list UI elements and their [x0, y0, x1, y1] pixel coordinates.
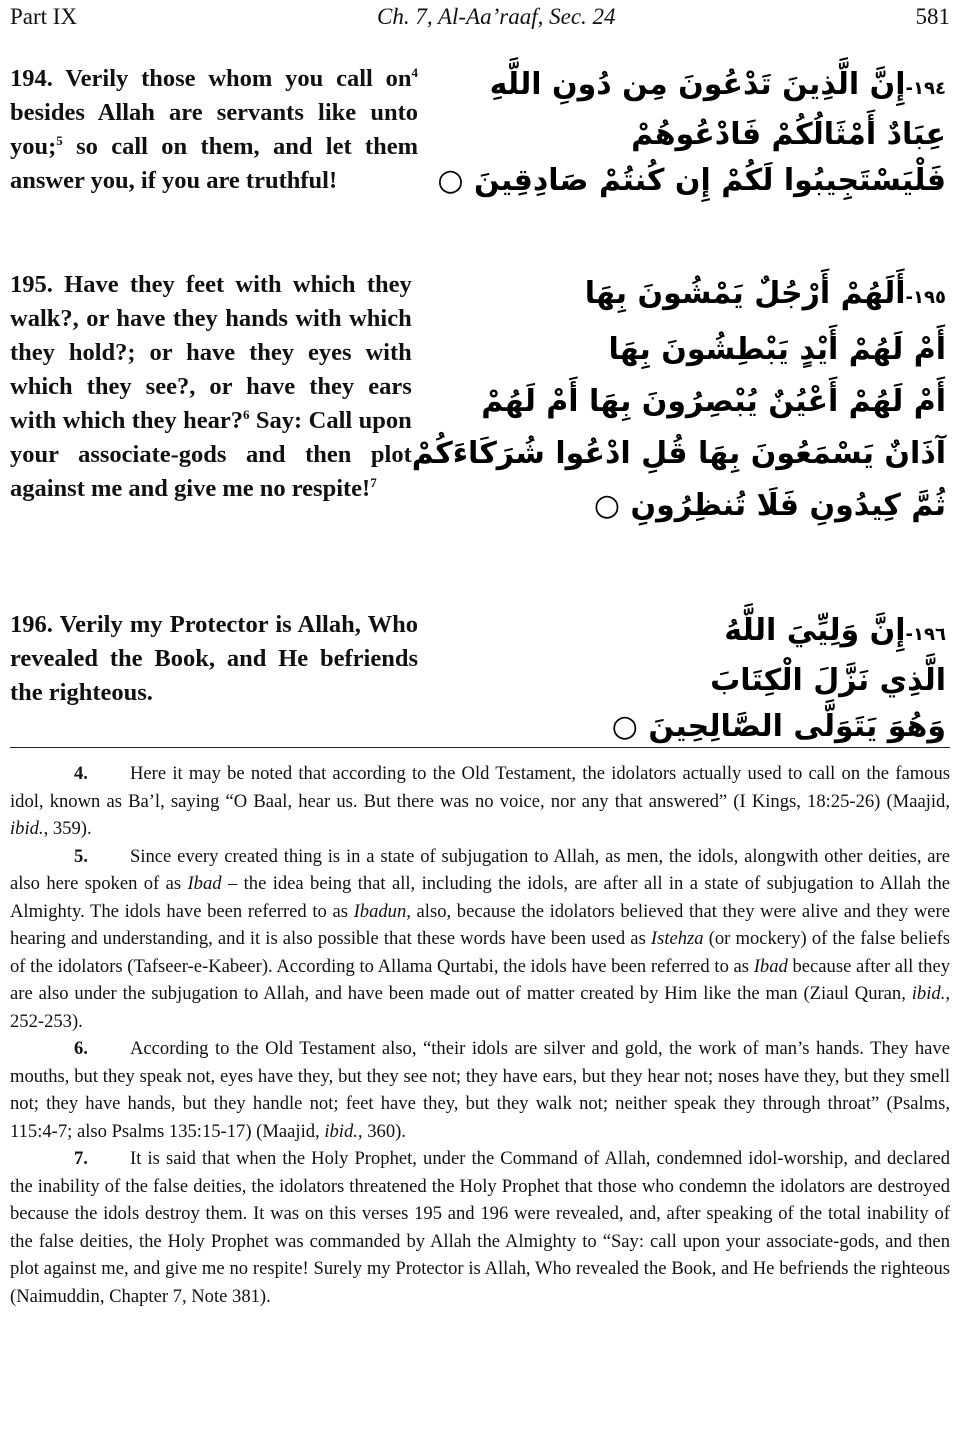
arabic-line: آذَانٌ يَسْمَعُونَ بِهَا قُلِ ادْعُوا شُرَكَاءَكُمْ [411, 436, 946, 471]
verse-195-arabic [412, 268, 950, 578]
arabic-line: عِبَادٌ أَمْثَالُكُمْ فَادْعُوهُمْ [631, 117, 946, 152]
verse-195 [10, 268, 950, 578]
footnote-number: 4. [74, 763, 88, 784]
footnote-italic: Ibad [187, 873, 222, 894]
footnote-text: 252-253). [10, 1010, 83, 1032]
footnotes [10, 760, 950, 1310]
footnote-5 [10, 843, 950, 1036]
page-number: 581 [915, 4, 950, 29]
footnote-ref-4[interactable]: 4 [411, 64, 418, 80]
footnote-italic: Istehza [650, 928, 704, 949]
verse-text: so call on them, and let them answer you, if you are truthful! [10, 133, 418, 194]
footnote-text: According to the Old Testament also, “their idols are silver and gold, the work of man’s hands. They have mouths, but they speak not, eyes have they, but they see not; they have ears, but they hear not; noses have they, but they smell not; they have hands, but they handle not; feet have they, but they walk not; neither speak they through throat” (Psalms, 115:4-7; also Psalms 135:15-17) (Maajid, [10, 1038, 950, 1142]
part-label: Part IX [10, 4, 78, 29]
footnote-text: also, because the idolators believed that they were alive and they were hearing and understanding, and it is also possible that these words have been used as [10, 900, 950, 949]
footnote-italic: ibid., [911, 983, 950, 1004]
footnote-divider [10, 747, 950, 748]
footnote-text: It is said that when the Holy Prophet, under the Command of Allah, condemned idol-worship, and declared the inability of the false deities, the idolators threatened the Holy Prophet that those who condemn the idolators are destroyed because the idols destroy them. It was on this verses 195 and 196 were revealed, and, after speaking of the total inability of the false deities, the Holy Prophet was commanded by Allah the Almighty to “Say: call upon your associate-gods, and then plot against me, and give me no respite! Surely my Protector is Allah, Who revealed the Book, and He befriends the righteous (Naimuddin, Chapter 7, Note 381). [10, 1148, 950, 1307]
verse-194-arabic [418, 62, 950, 242]
verse-text: 194. Verily those whom you call on [10, 65, 412, 92]
arabic-line: فَلْيَسْتَجِيبُوا لَكُمْ إِن كُنتُمْ صَادِقِينَ ○ [437, 163, 946, 198]
footnote-number: 5. [74, 845, 88, 867]
chapter-title: Ch. 7, Al-Aa’raaf, Sec. 24 [377, 4, 616, 29]
verse-text: Say: Call upon your associate-gods and then plot against me and give me no respite! [10, 407, 412, 502]
verse-text: 195. Have they feet with which they walk?, or have they hands with which they hold?; or have they eyes with which they see?, or have they ears with which they hear? [10, 271, 412, 434]
running-header [10, 0, 950, 34]
arabic-line [418, 62, 946, 112]
arabic-verse-number: ١٩٥- [905, 287, 946, 308]
arabic-line: الَّذِي نَزَّلَ الْكِتَابَ [710, 663, 946, 698]
footnote-4 [10, 760, 950, 843]
footnote-ref-5[interactable]: 5 [56, 132, 63, 148]
verse-194 [10, 62, 950, 242]
footnote-text: – the idea being that all, including the idols, are after all in a state of subjugation to Allah the Almighty. The idols have been referred to as [10, 873, 951, 922]
verse-194-translation [10, 62, 418, 242]
footnote-italic: Ibad [753, 955, 788, 977]
arabic-line: أَمْ لَهُمْ أَيْدٍ يَبْطِشُونَ بِهَا [608, 332, 946, 367]
footnote-text: Since every created thing is in a state of subjugation to Allah, as men, the idols, alongwith other deities, are also here spoken of as [10, 845, 950, 894]
footnote-number: 6. [74, 1038, 88, 1059]
footnote-7 [10, 1145, 950, 1310]
arabic-text: أَلَهُمْ أَرْجُلٌ يَمْشُونَ بِهَا [584, 276, 906, 311]
verse-196 [10, 608, 950, 744]
verse-195-translation [10, 268, 412, 578]
arabic-line: أَمْ لَهُمْ أَعْيُنٌ يُبْصِرُونَ بِهَا أَمْ لَهُمْ [481, 384, 946, 419]
verse-text: 196. Verily my Protector is Allah, Who revealed the Book, and He befriends the righteous. [10, 611, 418, 706]
footnote-number: 7. [74, 1148, 88, 1169]
arabic-text: إِنَّ الَّذِينَ تَدْعُونَ مِن دُونِ اللَّهِ [489, 67, 906, 102]
arabic-verse-number: ١٩٦- [905, 624, 946, 645]
verse-196-arabic [418, 608, 950, 744]
arabic-line [412, 268, 946, 324]
footnote-text: Here it may be noted that according to the Old Testament, the idolators actually used to call on the famous idol, known as Ba’l, saying “O Baal, hear us. But there was no voice, nor any that answered” (I Kings, 18:25-26) (Maajid, [10, 763, 950, 812]
arabic-text: إِنَّ وَلِيِّيَ اللَّهُ [724, 613, 906, 648]
verse-text: besides Allah are servants like unto you; [10, 99, 418, 160]
footnote-italic: ibid. [10, 818, 44, 839]
arabic-line [418, 608, 946, 658]
arabic-line: ثُمَّ كِيدُونِ فَلَا تُنظِرُونِ ○ [593, 488, 946, 523]
footnote-ref-6[interactable]: 6 [242, 406, 250, 422]
footnote-text: , 359). [43, 818, 92, 839]
footnote-text: 360). [362, 1120, 406, 1142]
footnote-text: (or mockery) of the false beliefs of the idolators (Tafseer-e-Kabeer). According to Allama Qurtabi, the idols have been referred to as [10, 928, 950, 977]
footnote-6 [10, 1035, 950, 1145]
arabic-verse-number: ١٩٤- [905, 78, 946, 99]
verse-196-translation [10, 608, 418, 744]
arabic-line: وَهُوَ يَتَوَلَّى الصَّالِحِينَ ○ [611, 709, 946, 744]
footnote-text: because after all they are also under the subjugation to Allah, and have been made out of matter created by Him like the man (Ziaul Quran, [10, 955, 951, 1004]
footnote-ref-7[interactable]: 7 [370, 474, 377, 490]
footnote-italic: Ibadun, [353, 900, 411, 922]
footnote-italic: ibid., [324, 1120, 363, 1142]
